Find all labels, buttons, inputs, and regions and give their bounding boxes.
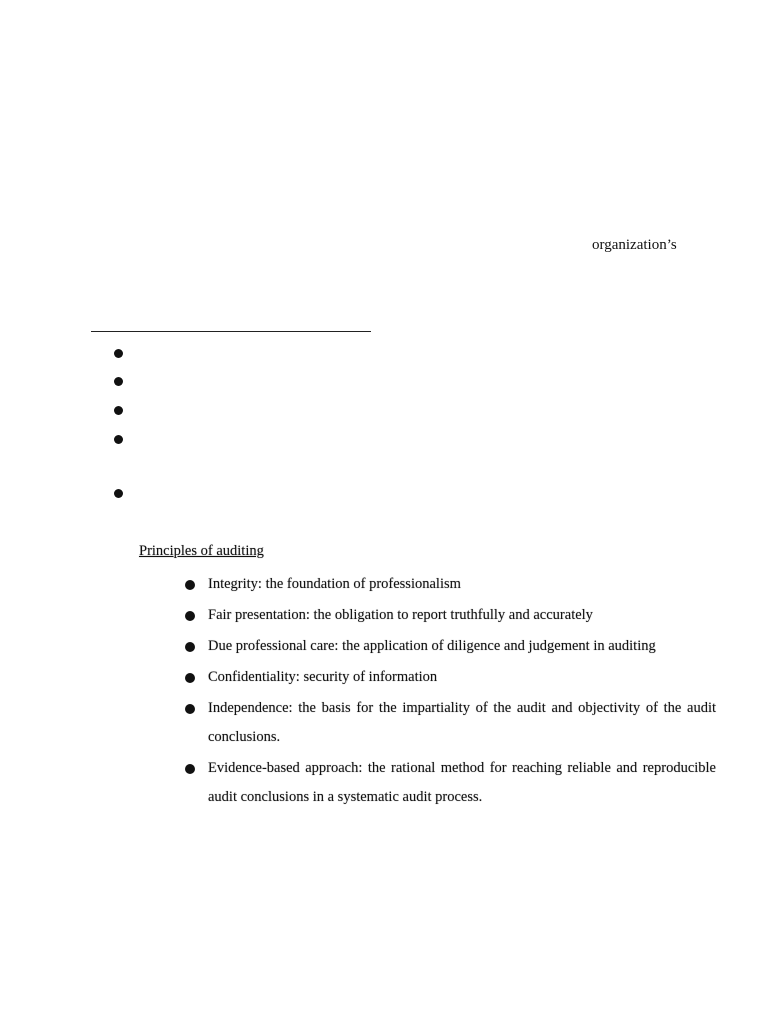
empty-bullet-3 (114, 406, 123, 415)
bullet-icon (185, 764, 195, 774)
principle-text: Fair presentation: the obligation to report truthfully and accurately (208, 607, 593, 623)
principles-heading: Principles of auditing (139, 543, 264, 559)
principle-text: Evidence-based approach: the rational method for reaching reliable and reproducible audit conclusions in a systematic audit process. (208, 760, 716, 805)
bullet-icon (185, 580, 195, 590)
principle-text: Confidentiality: security of information (208, 669, 438, 685)
empty-bullet-2 (114, 377, 123, 386)
empty-bullet-5 (114, 489, 123, 498)
principle-item (184, 663, 716, 692)
empty-bullet-4 (114, 435, 123, 444)
section-underline-rule (91, 331, 371, 332)
empty-bullet-1 (114, 349, 123, 358)
principle-item (184, 632, 716, 661)
bullet-icon (185, 642, 195, 652)
bullet-icon (185, 704, 195, 714)
principle-item (184, 570, 716, 599)
stray-word-organizations: organization’s (592, 237, 677, 253)
principles-list (184, 570, 716, 814)
principle-text: Integrity: the foundation of professionalism (208, 576, 461, 592)
principle-item (184, 694, 716, 752)
principle-item (184, 601, 716, 630)
bullet-icon (185, 673, 195, 683)
principle-text: Independence: the basis for the impartiality of the audit and objectivity of the audit conclusions. (208, 700, 716, 745)
bullet-icon (185, 611, 195, 621)
principle-item (184, 754, 716, 812)
principle-text: Due professional care: the application of diligence and judgement in auditing (208, 638, 656, 654)
